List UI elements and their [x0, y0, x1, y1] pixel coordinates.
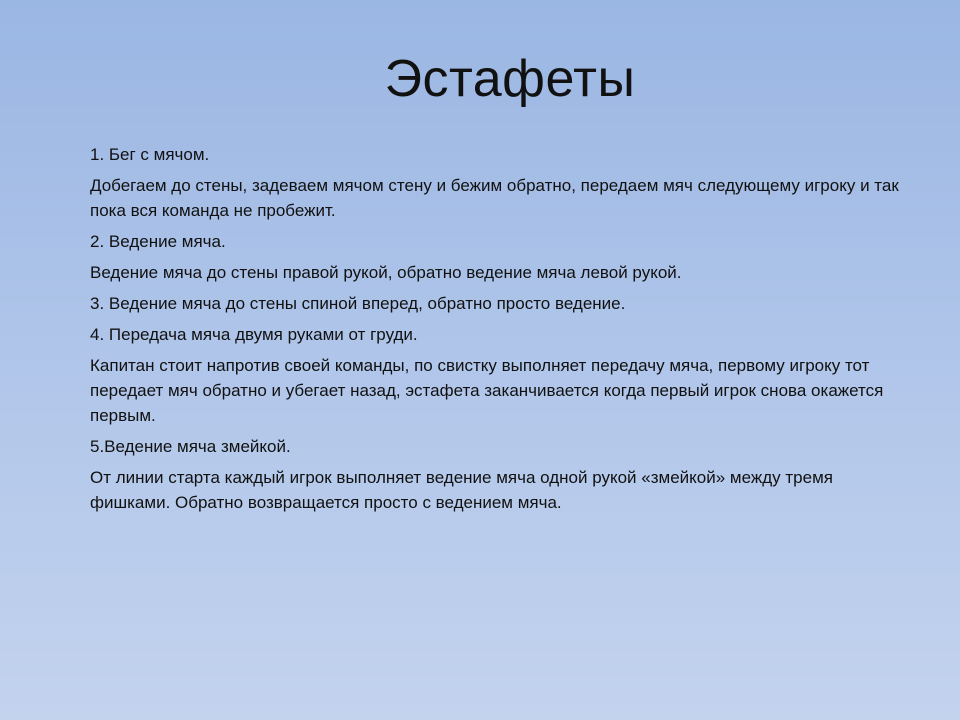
- slide-body: [90, 142, 910, 521]
- paragraph-9: От линии старта каждый игрок выполняет ведение мяча одной рукой «змейкой» между тремя фишками. Обратно возвращается просто с ведением мяча.: [90, 468, 833, 512]
- paragraph-8: 5.Ведение мяча змейкой.: [90, 437, 291, 456]
- paragraph-7: Капитан стоит напротив своей команды, по свистку выполняет передачу мяча, первому игроку тот передает мяч обратно и убегает назад, эстафета заканчивается когда первый игрок снова окажется первым.: [90, 356, 884, 425]
- paragraph-5: 3. Ведение мяча до стены спиной вперед, обратно просто ведение.: [90, 294, 626, 313]
- paragraph-3: 2. Ведение мяча.: [90, 232, 226, 251]
- paragraph-1: 1. Бег с мячом.: [90, 145, 210, 164]
- slide-title: Эстафеты: [384, 50, 636, 108]
- paragraph-4: Ведение мяча до стены правой рукой, обратно ведение мяча левой рукой.: [90, 263, 682, 282]
- paragraph-6: 4. Передача мяча двумя руками от груди.: [90, 325, 418, 344]
- paragraph-2: Добегаем до стены, задеваем мячом стену и бежим обратно, передаем мяч следующему игроку и так пока вся команда не пробежит.: [90, 176, 899, 220]
